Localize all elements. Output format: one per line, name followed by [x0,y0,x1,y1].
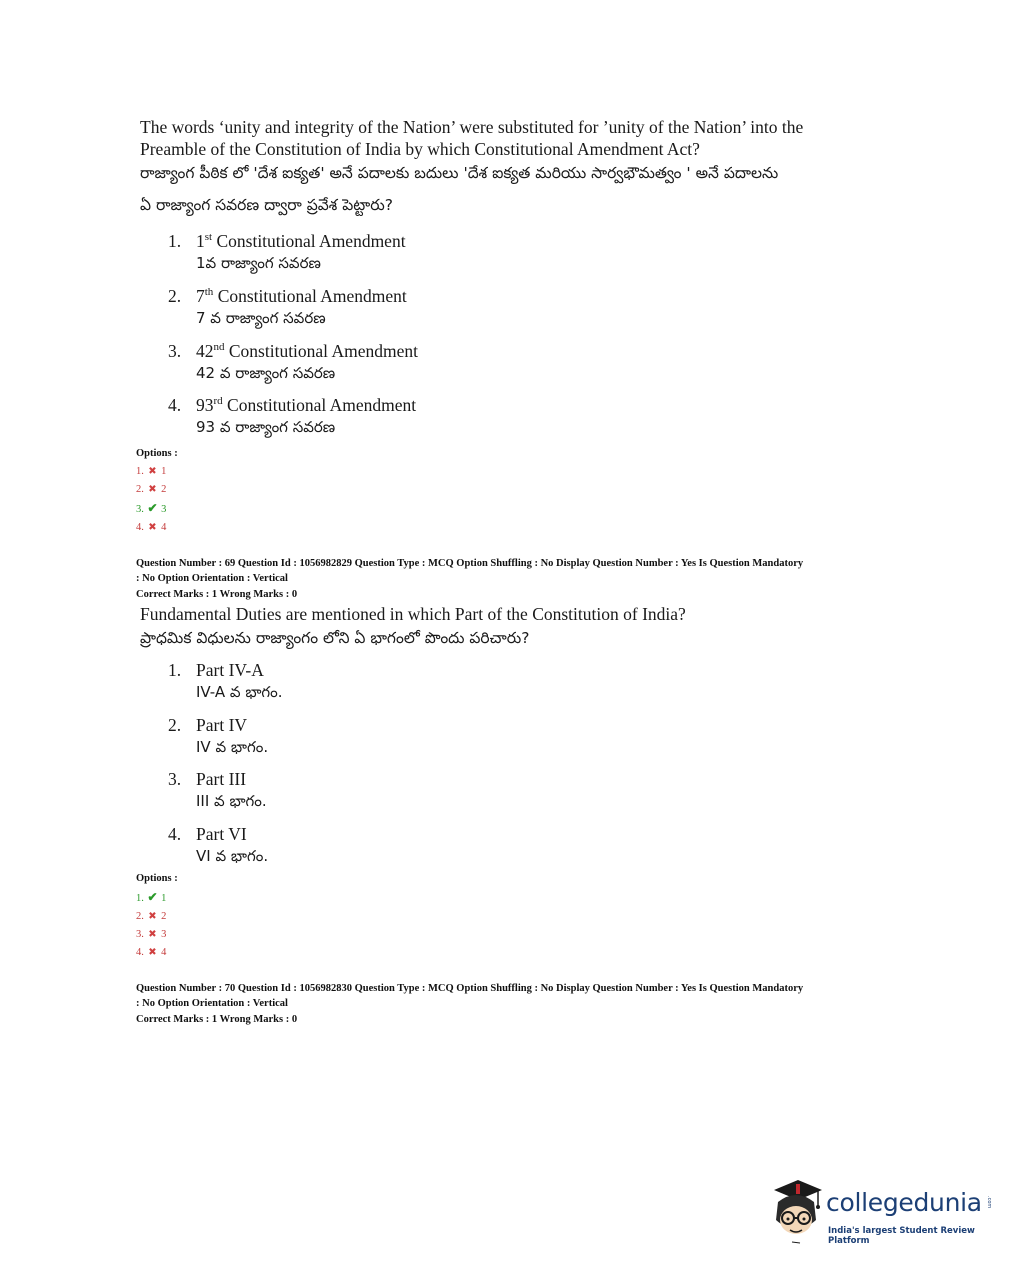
option-ordinal: 1 [196,230,205,251]
option-number: 2. [168,715,182,735]
option-ordinal-suffix: nd [213,341,225,353]
options-label: Options : [136,448,178,459]
option-number: 4. [168,824,182,844]
option-ordinal-suffix: st [204,231,213,243]
answer-label: 2. [136,911,144,922]
option-number: 3. [168,769,182,789]
option-english: Constitutional Amendment [222,394,417,415]
answer-label: 2. [136,484,144,495]
option-english: Part IV [196,715,248,735]
option-english: Constitutional Amendment [212,230,406,251]
cross-icon: ✖ [148,466,157,477]
question-69-metadata [136,556,906,602]
answer-label: 3. [136,504,144,515]
question-70-metadata [136,981,906,1027]
logo-domain: .com [986,1196,992,1209]
option-number: 1. [168,230,182,251]
question-69-text [140,603,900,651]
check-icon: ✔ [147,890,158,904]
option-english: Part IV-A [196,660,264,680]
question-68-text [140,116,900,218]
question-68-telugu-line-2: ఏ రాజ్యాంగ సవరణ ద్వారా ప్రవేశ పెట్టారు? [140,196,393,214]
option-number: 2. [168,285,182,306]
answer-value: 1 [161,466,167,477]
option-telugu: 42 వ రాజ్యాంగ సవరణ [196,363,336,382]
answer-option-4 [136,519,178,537]
option-telugu: 93 వ రాజ్యాంగ సవరణ [196,417,336,436]
answer-label: 4. [136,522,144,533]
answer-value: 2 [161,484,167,495]
answer-option-4 [136,944,178,962]
logo-tagline: India's largest Student Review Platform [828,1226,975,1246]
answer-option-1 [136,888,178,908]
question-68-telugu-line-1: రాజ్యాంగ పీఠిక లో 'దేశ ఐక్యత' అనే పదాలకు బదులు 'దేశ ఐక్యత మరియు సార్వభౌమత్వం ' అనే పదాలను [140,164,779,182]
question-68-english-line-1: The words ‘unity and integrity of the Nation’ were substituted for ’unity of the Nation’ into the [140,117,804,137]
option-ordinal-suffix: rd [213,395,223,407]
check-icon: ✔ [147,501,158,515]
logo-wordmark: collegedunia [826,1188,982,1217]
option-english: Constitutional Amendment [224,340,418,361]
answer-option-1 [136,463,178,481]
option-ordinal: 42 [196,340,214,361]
option-number: 1. [168,660,182,680]
answer-value: 4 [161,522,167,533]
q69-answer-options [136,870,178,962]
answer-value: 4 [161,947,167,958]
cross-icon: ✖ [148,522,157,533]
question-69-english-line-1: Fundamental Duties are mentioned in which Part of the Constitution of India? [140,604,686,624]
option-english: Part VI [196,824,247,844]
option-ordinal: 93 [196,394,214,415]
option-telugu: IV-A వ భాగం. [196,683,283,701]
metadata-line-2: : No Option Orientation : Vertical [136,998,288,1009]
answer-value: 3 [161,929,167,940]
question-69-telugu-line-1: ప్రాధమిక విధులను రాజ్యాంగం లోని ఏ భాగంలో పొందు పరిచారు? [140,629,530,647]
cross-icon: ✖ [148,947,157,958]
options-label: Options : [136,873,178,884]
q69-option-3 [168,768,267,812]
option-ordinal-suffix: th [204,286,214,298]
q68-option-4 [168,390,416,438]
answer-label: 1. [136,466,144,477]
option-number: 4. [168,394,182,415]
answer-option-3 [136,926,178,944]
metadata-line-1: Question Number : 69 Question Id : 1056982829 Question Type : MCQ Option Shuffling : No Display Question Number : Yes Is Question Mandatory [136,558,804,569]
collegedunia-logo[interactable] [766,1176,996,1248]
answer-option-2 [136,481,178,499]
answer-option-2 [136,908,178,926]
question-68-english-line-2: Preamble of the Constitution of India by which Constitutional Amendment Act? [140,139,700,159]
answer-label: 4. [136,947,144,958]
q69-option-4 [168,823,268,867]
metadata-line-1: Question Number : 70 Question Id : 1056982830 Question Type : MCQ Option Shuffling : No Display Question Number : Yes Is Question Mandatory [136,983,804,994]
option-telugu: IV వ భాగం. [196,738,269,756]
answer-value: 3 [161,504,167,515]
metadata-marks: Correct Marks : 1 Wrong Marks : 0 [136,1014,298,1025]
option-english: Part III [196,769,247,789]
option-english: Constitutional Amendment [213,285,407,306]
q68-option-1 [168,226,406,274]
answer-label: 1. [136,893,144,904]
answer-option-3 [136,499,178,519]
cross-icon: ✖ [148,929,157,940]
option-number: 3. [168,340,182,361]
q68-answer-options [136,445,178,537]
metadata-marks: Correct Marks : 1 Wrong Marks : 0 [136,589,298,600]
option-telugu: III వ భాగం. [196,792,267,810]
metadata-line-2: : No Option Orientation : Vertical [136,573,288,584]
option-ordinal: 7 [196,285,205,306]
cross-icon: ✖ [148,911,157,922]
cross-icon: ✖ [148,484,157,495]
answer-value: 2 [161,911,167,922]
answer-label: 3. [136,929,144,940]
option-telugu: 7 వ రాజ్యాంగ సవరణ [196,308,326,327]
q68-option-3 [168,336,418,384]
student-mascot-icon [766,1176,826,1246]
q69-option-2 [168,714,268,758]
option-telugu: 1వ రాజ్యాంగ సవరణ [196,253,321,272]
q68-option-2 [168,281,407,329]
q69-option-1 [168,659,283,703]
answer-value: 1 [161,893,167,904]
option-telugu: VI వ భాగం. [196,847,269,865]
